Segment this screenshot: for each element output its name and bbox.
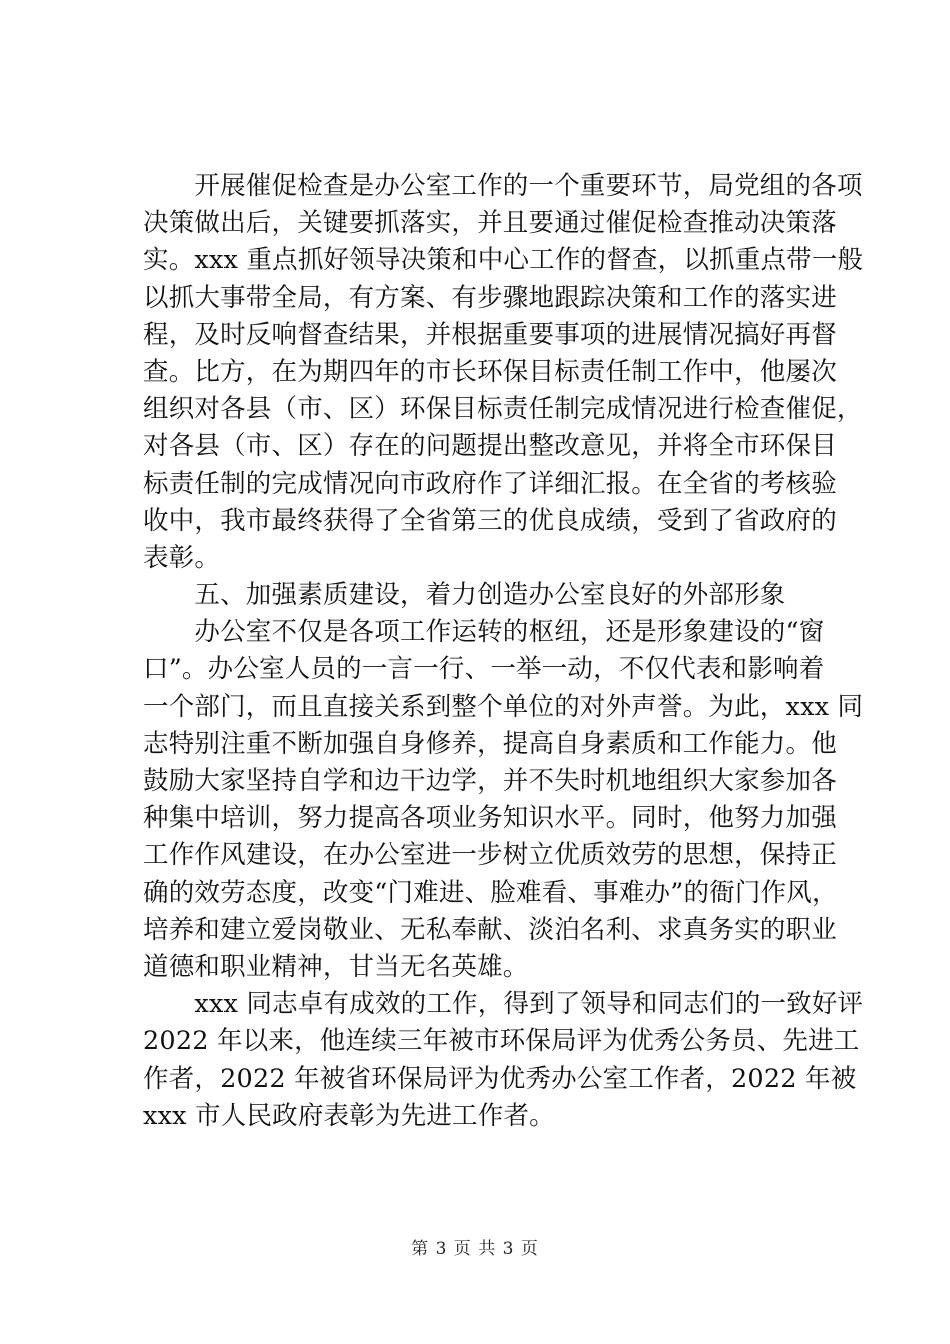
text-line: 一个部门，而且直接关系到整个单位的对外声誉。为此，xxx 同 xyxy=(143,691,864,722)
text-line: 以抓大事带全局，有方案、有步骤地跟踪决策和工作的落实进 xyxy=(143,282,837,313)
text-line: 对各县（市、区）存在的问题提出整改意见，并将全市环保目 xyxy=(143,431,837,462)
text-line: 种集中培训，努力提高各项业务知识水平。同时，他努力加强 xyxy=(143,803,837,834)
text-line: 办公室不仅是各项工作运转的枢纽，还是形象建设的“窗 xyxy=(143,617,825,648)
text-line: 口”。办公室人员的一言一行、一举一动，不仅代表和影响着 xyxy=(143,654,825,685)
text-line: 收中，我市最终获得了全省第三的优良成绩，受到了省政府的 xyxy=(143,505,837,536)
text-line: 查。比方，在为期四年的市长环保目标责任制工作中，他屡次 xyxy=(143,356,837,387)
text-line: 作者，2022 年被省环保局评为优秀办公室工作者，2022 年被 xyxy=(143,1063,857,1094)
text-line: xxx 同志卓有成效的工作，得到了领导和同志们的一致好评 xyxy=(143,989,864,1020)
text-line: xxx 市人民政府表彰为先进工作者。 xyxy=(143,1100,555,1131)
text-line: 实。xxx 重点抓好领导决策和中心工作的督查，以抓重点带一般 xyxy=(143,245,864,276)
page-number-footer: 第 3 页 共 3 页 xyxy=(411,1239,539,1259)
text-line: 2022 年以来，他连续三年被市环保局评为优秀公务员、先进工 xyxy=(143,1026,860,1057)
text-line: 程，及时反响督查结果，并根据重要事项的进展情况搞好再督 xyxy=(143,319,837,350)
text-line: 开展催促检查是办公室工作的一个重要环节，局党组的各项 xyxy=(143,171,863,201)
section-heading: 五、加强素质建设，着力创造办公室良好的外部形象 xyxy=(143,580,786,611)
text-line: 标责任制的完成情况向市政府作了详细汇报。在全省的考核验 xyxy=(143,468,837,499)
text-line: 决策做出后，关键要抓落实，并且要通过催促检查推动决策落 xyxy=(143,208,837,239)
text-line: 组织对各县（市、区）环保目标责任制完成情况进行检查催促， xyxy=(143,394,863,425)
text-line: 确的效劳态度，改变“门难进、脸难看、事难办”的衙门作风， xyxy=(143,877,838,908)
text-line: 培养和建立爱岗敬业、无私奉献、淡泊名利、求真务实的职业 xyxy=(143,914,837,945)
text-line: 表彰。 xyxy=(143,542,221,573)
text-line: 志特别注重不断加强自身修养，提高自身素质和工作能力。他 xyxy=(143,728,837,759)
text-line: 工作作风建设，在办公室进一步树立优质效劳的思想，保持正 xyxy=(143,840,837,871)
document-body xyxy=(143,168,864,1135)
text-line: 鼓励大家坚持自学和边干边学，并不失时机地组织大家参加各 xyxy=(143,766,837,796)
text-line: 道德和职业精神，甘当无名英雄。 xyxy=(143,951,529,982)
